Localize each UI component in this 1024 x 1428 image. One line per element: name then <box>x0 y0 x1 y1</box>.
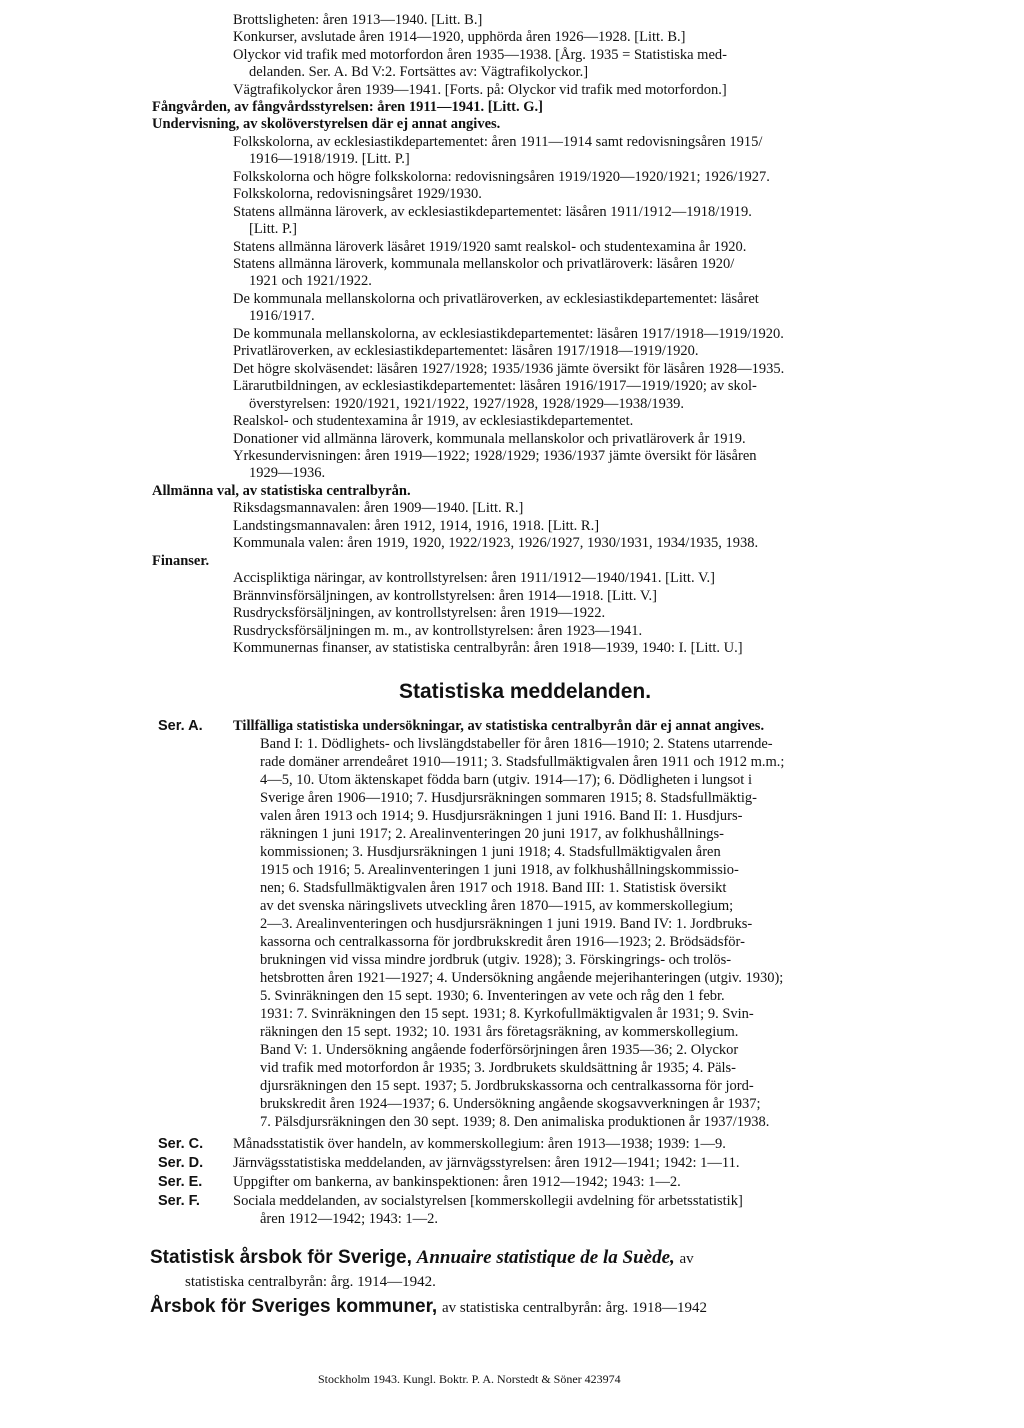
ser-a-line: hetsbrotten åren 1921—1927; 4. Undersökning angående mejerihanteringen (utgiv. 1930); <box>260 970 784 986</box>
ser-a-line: djursräkningen den 15 sept. 1937; 5. Jordbrukskassorna och centralkassorna för jord- <box>260 1078 754 1094</box>
ser-a-line: Sverige åren 1906—1910; 7. Husdjursräkningen sommaren 1915; 8. Stadsfullmäktig- <box>260 790 757 806</box>
series-line: Uppgifter om bankerna, av bankinspektionen: åren 1912—1942; 1943: 1—2. <box>233 1174 681 1190</box>
ser-a-line: 7. Pälsdjursräkningen den 30 sept. 1939; 8. Den animaliska produktionen år 1937/1938. <box>260 1114 770 1130</box>
ser-a-line: Tillfälliga statistiska undersökningar, av statistiska centralbyrån där ej annat angives. <box>233 718 765 734</box>
ser-a-line: Band V: 1. Undersökning angående foderförsörjningen åren 1935—36; 2. Olyckor <box>260 1042 739 1058</box>
series-line: Järnvägsstatistiska meddelanden, av järnvägsstyrelsen: åren 1912—1941; 1942: 1—11. <box>233 1155 740 1171</box>
entry-konkurser: Konkurser, avslutade åren 1914—1920, upphörda åren 1926—1928. [Litt. B.] <box>233 29 686 45</box>
entry-lararutbildningen: Lärarutbildningen, av ecklesiastikdepartementet: läsåren 1916/1917—1919/1920; av skol- <box>233 378 757 394</box>
heading-undervisning: Undervisning, av skolöverstyrelsen där ej annat angives. <box>152 116 501 132</box>
series-label: Ser. E. <box>158 1174 203 1190</box>
entry-olyckor: Olyckor vid trafik med motorfordon åren 1935—1938. [Årg. 1935 = Statistiska med- <box>233 47 727 63</box>
section-heading: Statistiska meddelanden. <box>399 680 652 703</box>
entry-folkskolorna-cont: 1916—1918/1919. [Litt. P.] <box>249 151 410 167</box>
entry-rusdrycks-1923: Rusdrycksförsäljningen m. m., av kontrollstyrelsen: åren 1923—1941. <box>233 623 643 639</box>
entry-landstingsmannavalen: Landstingsmannavalen: åren 1912, 1914, 1916, 1918. [Litt. R.] <box>233 518 600 534</box>
entry-brottsligheten: Brottsligheten: åren 1913—1940. [Litt. B.] <box>233 12 483 28</box>
entry-riksdagsmannavalen: Riksdagsmannavalen: åren 1909—1940. [Litt. R.] <box>233 500 524 516</box>
series-label: Ser. C. <box>158 1136 204 1152</box>
ser-a-line: kassorna och centralkassorna för jordbrukskredit åren 1916—1923; 2. Brödsädsför- <box>260 934 745 950</box>
entry-hogre-skolvasendet: Det högre skolväsendet: läsåren 1927/1928; 1935/1936 jämte översikt för läsåren 1928—1935. <box>233 361 785 377</box>
entry-kommunernas-finanser: Kommunernas finanser, av statistiska centralbyrån: åren 1918—1939, 1940: I. [Litt. U.] <box>233 640 743 656</box>
ser-a-line: brukningen vid vissa mindre jordbruk (utgiv. 1928); 3. Förskingrings- och trolös- <box>260 952 732 968</box>
kommuner-tail: av statistiska centralbyrån: årg. 1918—1942 <box>441 1300 708 1316</box>
entry-folkskolorna: Folkskolorna, av ecklesiastikdepartementet: åren 1911—1914 samt redovisningsåren 1915/ <box>233 134 763 150</box>
series-line: åren 1912—1942; 1943: 1—2. <box>260 1211 439 1227</box>
entry-laroverk-1919: Statens allmänna läroverk läsåret 1919/1920 samt realskol- och studentexamina år 1920. <box>233 239 747 255</box>
arsbok-title-french: Annuaire statistique de la Suède, <box>416 1247 675 1268</box>
entry-brannvinsforsaljningen: Brännvinsförsäljningen, av kontrollstyrelsen: åren 1914—1918. [Litt. V.] <box>233 588 657 604</box>
entry-kommunala-valen: Kommunala valen: åren 1919, 1920, 1922/1923, 1926/1927, 1930/1931, 1934/1935, 1938. <box>233 535 759 551</box>
ser-a-line: 1915 och 1916; 5. Arealinventeringen 1 juni 1918, av folkhushållningskommissio- <box>260 862 739 878</box>
ser-a-line: räkningen 1 juni 1917; 2. Arealinventeringen 20 juni 1917, av folkhushållnings- <box>260 826 724 842</box>
arsbok-line-2: statistiska centralbyrån: årg. 1914—1942. <box>185 1274 436 1290</box>
entry-yrkesundervisningen: Yrkesundervisningen: åren 1919—1922; 1928/1929; 1936/1937 jämte översikt för läsåren <box>233 448 757 464</box>
entry-vagtrafikolyckor: Vägtrafikolyckor åren 1939—1941. [Forts. på: Olyckor vid trafik med motorfordon.] <box>233 82 727 98</box>
arsbok-line-3 <box>150 1296 707 1319</box>
ser-a-line: Band I: 1. Dödlighets- och livslängdstabeller för åren 1816—1910; 2. Statens utarrende- <box>260 736 773 752</box>
ser-a-line: rade domäner arrendeåret 1910—1911; 3. Stadsfullmäktigvalen åren 1911 och 1912 m.m.; <box>260 754 785 770</box>
entry-realskol: Realskol- och studentexamina år 1919, av ecklesiastikdepartementet. <box>233 413 634 429</box>
entry-laroverk-1911: Statens allmänna läroverk, av ecklesiastikdepartementet: läsåren 1911/1912—1918/1919. <box>233 204 752 220</box>
ser-a-line: räkningen den 15 sept. 1932; 10. 1931 års företagsräkning, av kommerskollegium. <box>260 1024 739 1040</box>
entry-laroverk-1911-cont: [Litt. P.] <box>249 221 297 237</box>
series-line: Månadsstatistik över handeln, av kommerskollegium: åren 1913—1938; 1939: 1—9. <box>233 1136 726 1152</box>
ser-a-line: 5. Svinräkningen den 15 sept. 1930; 6. Inventeringen av vete och råg den 1 febr. <box>260 988 725 1004</box>
arsbok-line-1 <box>150 1247 694 1270</box>
arsbok-title: Statistisk årsbok för Sverige, <box>150 1247 412 1268</box>
ser-a-line: vid trafik med motorfordon år 1935; 3. Jordbrukets skuldsättning år 1935; 4. Päls- <box>260 1060 737 1076</box>
entry-mellanskolorna-1916-cont: 1916/1917. <box>249 308 315 324</box>
ser-a-line: 1931: 7. Svinräkningen den 15 sept. 1931; 8. Kyrkofullmäktigvalen år 1931; 9. Svin- <box>260 1006 754 1022</box>
ser-a-line: 2—3. Arealinventeringen och husdjursräkningen 1 juni 1919. Band IV: 1. Jordbruks- <box>260 916 753 932</box>
ser-a-line: valen åren 1913 och 1914; 9. Husdjursräkningen 1 juni 1916. Band II: 1. Husdjurs- <box>260 808 743 824</box>
ser-a-line: 4—5, 10. Utom äktenskapet födda barn (utgiv. 1914—17); 6. Dödligheten i lungsot i <box>260 772 752 788</box>
entry-laroverk-1920-cont: 1921 och 1921/1922. <box>249 273 372 289</box>
heading-fangvarden: Fångvården, av fångvårdsstyrelsen: åren 1911—1941. [Litt. G.] <box>152 99 543 115</box>
heading-finanser: Finanser. <box>152 553 210 569</box>
entry-rusdrycks-1919: Rusdrycksförsäljningen, av kontrollstyrelsen: åren 1919—1922. <box>233 605 606 621</box>
ser-a-line: brukskredit åren 1924—1937; 6. Undersökning angående skogsavverkningen år 1937; <box>260 1096 761 1112</box>
entry-donationer: Donationer vid allmänna läroverk, kommunala mellanskolor och privatläroverk år 1919. <box>233 431 746 447</box>
entry-laroverk-1920: Statens allmänna läroverk, kommunala mellanskolor och privatläroverk: läsåren 1920/ <box>233 256 735 272</box>
arsbok-tail: av <box>679 1251 694 1267</box>
ser-a-line: nen; 6. Stadsfullmäktigvalen åren 1917 och 1918. Band III: 1. Statistisk översikt <box>260 880 727 896</box>
entry-lararutbildningen-cont: överstyrelsen: 1920/1921, 1921/1922, 1927/1928, 1928/1929—1938/1939. <box>249 396 684 412</box>
entry-mellanskolorna-1917: De kommunala mellanskolorna, av ecklesiastikdepartementet: läsåren 1917/1918—1919/1920. <box>233 326 784 342</box>
series-line: Sociala meddelanden, av socialstyrelsen [kommerskollegii avdelning för arbetsstatistik] <box>233 1193 743 1209</box>
imprint-footer: Stockholm 1943. Kungl. Boktr. P. A. Norstedt & Söner 423974 <box>318 1372 621 1386</box>
series-label: Ser. F. <box>158 1193 200 1209</box>
entry-folkskolorna-1929: Folkskolorna, redovisningsåret 1929/1930. <box>233 186 482 202</box>
ser-a-line: kommissionen; 3. Husdjursräkningen 1 juni 1918; 4. Stadsfullmäktigvalen åren <box>260 844 721 860</box>
ser-a-line: av det svenska näringslivets utveckling åren 1870—1915, av kommerskollegium; <box>260 898 734 914</box>
entry-olyckor-cont: delanden. Ser. A. Bd V:2. Fortsättes av: Vägtrafikolyckor.] <box>249 64 589 80</box>
entry-accispliktiga: Accispliktiga näringar, av kontrollstyrelsen: åren 1911/1912—1940/1941. [Litt. V.] <box>233 570 715 586</box>
entry-folkskolorna-hogre: Folkskolorna och högre folkskolorna: redovisningsåren 1919/1920—1920/1921; 1926/1927. <box>233 169 770 185</box>
entry-yrkesundervisningen-cont: 1929—1936. <box>249 465 326 481</box>
series-label: Ser. D. <box>158 1155 204 1171</box>
heading-allmanna-val: Allmänna val, av statistiska centralbyrån. <box>152 483 411 499</box>
series-label: Ser. A. <box>158 718 203 734</box>
entry-mellanskolorna-1916: De kommunala mellanskolorna och privatläroverken, av ecklesiastikdepartementet: läsåret <box>233 291 759 307</box>
entry-privatlaroverken: Privatläroverken, av ecklesiastikdepartementet: läsåren 1917/1918—1919/1920. <box>233 343 699 359</box>
kommuner-title: Årsbok för Sveriges kommuner, <box>150 1296 438 1317</box>
